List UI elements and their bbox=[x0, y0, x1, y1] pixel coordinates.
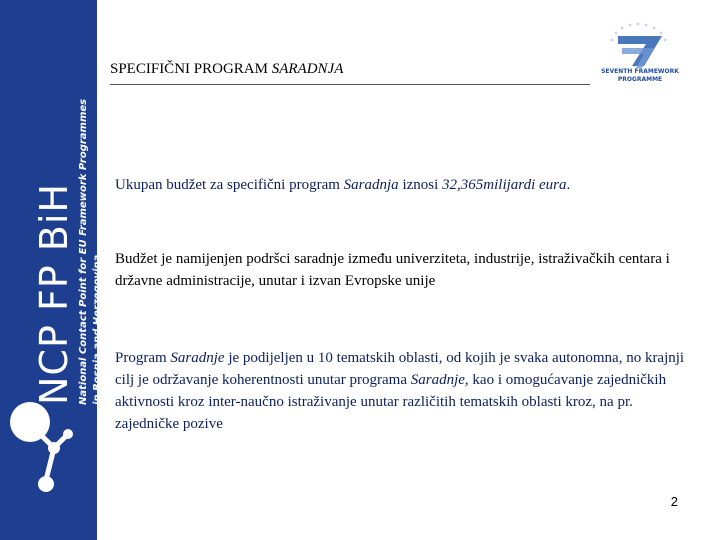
p1-part1: Ukupan budžet za specifični program bbox=[115, 177, 344, 193]
page-title bbox=[110, 61, 343, 78]
sidebar-subtitle-line2: in Bosnia and Herzegovina bbox=[92, 254, 103, 405]
logo-caption bbox=[592, 68, 688, 84]
p1-part2: iznosi bbox=[398, 177, 443, 193]
sidebar bbox=[0, 0, 103, 540]
logo-caption-line1: SEVENTH FRAMEWORK bbox=[601, 68, 679, 75]
paragraph-program bbox=[115, 347, 685, 435]
paragraph-purpose: Budžet je namijenjen podršci saradnje između univerziteta, industrije, istraživačkih centara i državne administracije, unutar i izvan Evropske unije bbox=[115, 251, 670, 289]
paragraph-budget bbox=[115, 174, 570, 196]
logo-caption-line2: PROGRAMME bbox=[617, 76, 663, 83]
header-divider bbox=[110, 84, 590, 85]
p3-italic1: Saradnje bbox=[170, 350, 225, 366]
p1-part3: . bbox=[566, 177, 571, 193]
sidebar-subtitle-line1: National Contact Point for EU Framework Programmes bbox=[78, 98, 89, 405]
page-number: 2 bbox=[670, 494, 678, 509]
p3-italic2: Saradnje, bbox=[410, 372, 469, 388]
p3-part3: kao i omogućavanje zajedničkih aktivnosti kroz inter-naučno istraživanje unutar različitih tematskih oblasti kroz, na pr. zajedničke pozive bbox=[115, 372, 667, 432]
p1-italic1: Saradnja bbox=[343, 177, 399, 193]
network-graphic bbox=[0, 360, 97, 510]
p1-italic2: 32,365milijardi eura bbox=[442, 177, 567, 193]
page-title-italic: SARADNJA bbox=[271, 61, 344, 77]
page-title-prefix: SPECIFIČNI PROGRAM bbox=[110, 61, 272, 77]
p3-part1: Program bbox=[115, 350, 171, 366]
p3-part2: je podijeljen u 10 tematskih oblasti, od kojih je svaka autonomna, no krajnji cilj je održavanje koherentnosti unutar programa bbox=[115, 350, 685, 388]
sidebar-brand: NCP FP BiH bbox=[32, 182, 76, 405]
